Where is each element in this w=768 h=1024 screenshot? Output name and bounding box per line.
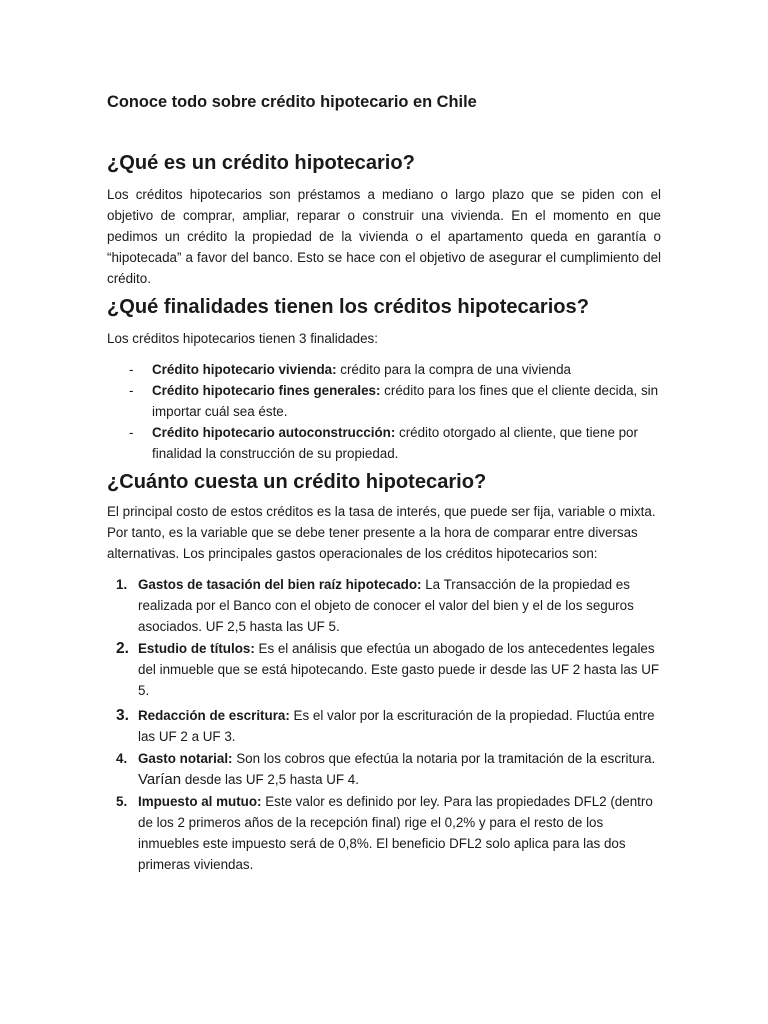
section-paragraph-cuanto-cuesta: El principal costo de estos créditos es la tasa de interés, que puede ser fija, variable o mixta. Por tanto, es la variable que se debe tener presente a la hora de comparar entre diversas alternativas. Los principales gastos operacionales de los créditos hipotecarios son: [107,504,656,561]
list-item [107,574,661,637]
list-item [107,380,661,422]
list-item-term: Impuesto al mutuo: [138,794,262,809]
list-marker: - [129,362,134,377]
list-marker: - [129,383,134,398]
list-number: 3. [116,707,129,724]
list-item-text: La Transacción de la propiedad es realizada por el Banco con el objeto de conocer el valor del bien y el de los seguros asociados. UF 2,5 hasta las UF 5. [138,577,634,634]
list-marker: - [129,425,134,440]
list-item-text: crédito para la compra de una vivienda [336,362,572,377]
list-item [107,748,661,790]
list-item-term: Crédito hipotecario fines generales: [152,383,381,398]
finalidades-intro: Los créditos hipotecarios tienen 3 finalidades: [107,331,378,346]
list-item-word: Varían [138,771,182,788]
list-item [107,638,661,701]
list-item [107,359,661,380]
list-item-term: Gastos de tasación del bien raíz hipotecado: [138,577,422,592]
list-number: 1. [116,577,128,592]
list-item-text: desde las UF 2,5 hasta UF 4. [181,772,359,787]
list-item-text: crédito para los fines que el cliente decida, sin importar cuál sea éste. [152,383,659,419]
finalidades-list [107,359,661,464]
list-number: 4. [116,751,128,766]
list-item-text: crédito otorgado al cliente, que tiene por finalidad la construcción de su propiedad. [152,425,638,461]
list-item-text: Este valor es definido por ley. Para las propiedades DFL2 (dentro de los 2 primeros años de la recepción final) rige el 0,2% y para el resto de los inmuebles este impuesto será de 0,8%. El beneficio DFL2 solo aplica para las dos primeras viviendas. [138,794,653,872]
list-item-term: Crédito hipotecario vivienda: [152,362,337,377]
list-item-term: Gasto notarial: [138,751,233,766]
section-heading-finalidades: ¿Qué finalidades tienen los créditos hipotecarios? [107,296,589,318]
list-item-text: Son los cobros que efectúa la notaria por la tramitación de la escritura. [232,751,656,766]
document-title: Conoce todo sobre crédito hipotecario en Chile [107,93,477,111]
gastos-list [107,574,661,875]
list-number: 2. [116,640,129,657]
list-item [107,705,661,747]
section-heading-cuanto-cuesta: ¿Cuánto cuesta un crédito hipotecario? [107,471,487,493]
list-item-term: Redacción de escritura: [138,708,290,723]
list-item [107,422,661,464]
list-number: 5. [116,794,128,809]
list-item-text: Es el valor por la escrituración de la propiedad. Fluctúa entre las UF 2 a UF 3. [138,708,655,744]
list-item-term: Estudio de títulos: [138,641,255,656]
section-heading-que-es: ¿Qué es un crédito hipotecario? [107,152,415,174]
section-paragraph-que-es: Los créditos hipotecarios son préstamos a mediano o largo plazo que se piden con el objetivo de comprar, ampliar, reparar o construir una vivienda. En el momento en que pedimos un crédito la propiedad de la vivienda o el apartamento queda en garantía o “hipotecada” a favor del banco. Esto se hace con el objetivo de asegurar el cumplimiento del crédito. [107,187,661,286]
list-item-text: Es el análisis que efectúa un abogado de los antecedentes legales del inmueble que se está hipotecando. Este gasto puede ir desde las UF 2 hasta las UF 5. [138,641,660,698]
list-item-term: Crédito hipotecario autoconstrucción: [152,425,396,440]
list-item [107,791,661,875]
